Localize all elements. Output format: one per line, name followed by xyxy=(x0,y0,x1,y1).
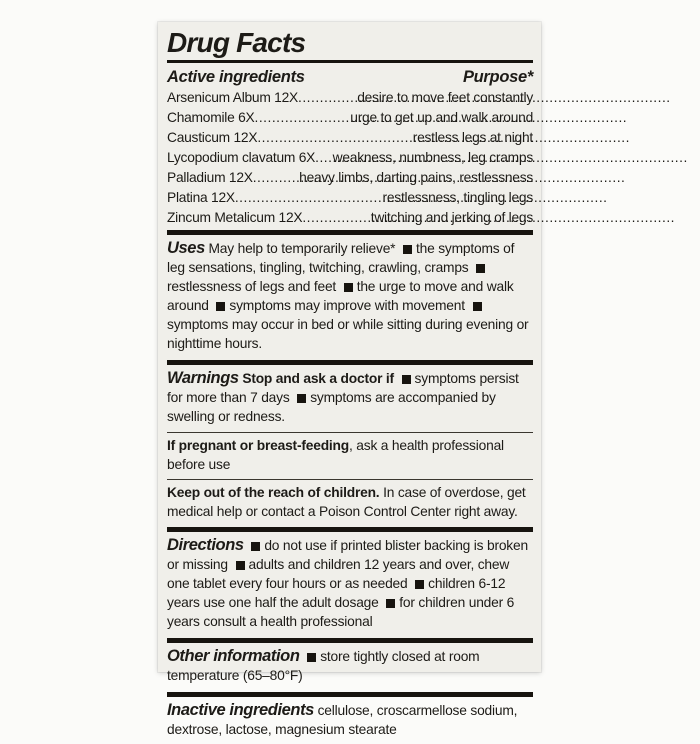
ingredient-row xyxy=(167,188,533,208)
directions-item: do not use if printed blister backing is broken or missing xyxy=(167,538,528,572)
ingredient-purpose: desire to move feet constantly xyxy=(357,90,533,105)
bullet-square-icon xyxy=(297,394,306,403)
pregnancy-lead: If pregnant or breast-feeding xyxy=(167,438,350,453)
uses-heading: Uses xyxy=(167,239,205,257)
dot-leader xyxy=(235,188,383,208)
dot-leader xyxy=(298,88,357,108)
ingredient-row xyxy=(167,148,533,168)
bullet-square-icon xyxy=(251,542,260,551)
directions-item: children 6-12 years use one half the adult dosage xyxy=(167,576,506,610)
inactive-ingredients-heading: Inactive ingredients xyxy=(167,701,314,719)
uses-lead: May help to temporarily relieve* xyxy=(208,241,396,256)
uses-item: symptoms may improve with movement xyxy=(229,298,465,313)
ingredient-row xyxy=(167,168,533,188)
ingredient-row xyxy=(167,208,533,228)
dot-leader xyxy=(253,168,299,188)
bullet-square-icon xyxy=(344,283,353,292)
uses-item: restlessness of legs and feet xyxy=(167,279,337,294)
uses-item: symptoms may occur in bed or while sitting during evening or nighttime hours. xyxy=(167,317,529,351)
other-information-section xyxy=(167,643,533,690)
dot-leader xyxy=(257,128,412,148)
purpose-heading: Purpose* xyxy=(462,68,533,86)
active-ingredients-header xyxy=(167,67,533,88)
ingredient-name: Chamomile 6X xyxy=(167,110,255,125)
bullet-square-icon xyxy=(402,375,411,384)
ingredient-name: Zincum Metalicum 12X xyxy=(167,210,303,225)
dot-leader xyxy=(254,108,350,128)
warnings-lead: Stop and ask a doctor if xyxy=(242,371,394,386)
ingredient-purpose: restlessness, tingling legs xyxy=(382,190,533,205)
warnings-item: symptoms persist for more than 7 days xyxy=(167,371,519,405)
ingredient-purpose: twitching and jerking of legs xyxy=(370,210,533,225)
ingredient-purpose: weakness, numbness, leg cramps xyxy=(332,150,533,165)
dot-leader xyxy=(315,148,333,168)
ingredient-name: Palladium 12X xyxy=(167,170,253,185)
active-ingredients-heading: Active ingredients xyxy=(167,68,305,86)
warnings-section xyxy=(167,365,533,431)
ingredient-purpose: urge to get up and walk around xyxy=(350,110,533,125)
ingredient-row xyxy=(167,108,533,128)
keep-out-warning xyxy=(167,480,533,525)
ingredient-name: Platina 12X xyxy=(167,190,235,205)
bullet-square-icon xyxy=(216,302,225,311)
bullet-square-icon xyxy=(403,245,412,254)
active-ingredients-list xyxy=(167,88,533,228)
uses-item: the urge to move and walk around xyxy=(167,279,514,313)
uses-item: the symptoms of leg sensations, tingling, twitching, crawling, cramps xyxy=(167,241,515,275)
warnings-item: symptoms are accompanied by swelling or redness. xyxy=(167,390,496,424)
drug-facts-panel xyxy=(158,22,541,737)
pregnancy-text: , ask a health professional before use xyxy=(167,438,504,472)
bullet-square-icon xyxy=(307,653,316,662)
inactive-ingredients-text: cellulose, croscarmellose sodium, dextrose, lactose, magnesium stearate xyxy=(167,703,518,737)
directions-heading: Directions xyxy=(167,536,244,554)
pregnancy-warning xyxy=(167,433,533,478)
ingredient-row xyxy=(167,88,533,108)
keep-out-lead: Keep out of the reach of children. xyxy=(167,485,380,500)
ingredient-purpose: heavy limbs, darting pains, restlessness xyxy=(299,170,533,185)
directions-item: adults and children 12 years and over, chew one tablet every four hours or as needed xyxy=(167,557,510,591)
inactive-ingredients-section xyxy=(167,697,533,744)
bullet-square-icon xyxy=(236,561,245,570)
uses-section xyxy=(167,235,533,358)
warnings-heading: Warnings xyxy=(167,369,239,387)
drug-facts-title: Drug Facts xyxy=(167,27,306,58)
bullet-square-icon xyxy=(415,580,424,589)
ingredient-name: Causticum 12X xyxy=(167,130,258,145)
ingredient-purpose: restless legs at night xyxy=(412,130,533,145)
other-information-item: store tightly closed at room temperature (65–80°F) xyxy=(167,649,480,683)
other-information-heading: Other information xyxy=(167,647,300,665)
bullet-square-icon xyxy=(473,302,482,311)
title-rule xyxy=(167,60,533,63)
dot-leader xyxy=(302,208,370,228)
directions-item: for children under 6 years consult a health professional xyxy=(167,595,515,629)
ingredient-row xyxy=(167,128,533,148)
keep-out-text: In case of overdose, get medical help or contact a Poison Control Center right away. xyxy=(167,485,526,519)
ingredient-name: Arsenicum Album 12X xyxy=(167,90,298,105)
bullet-square-icon xyxy=(386,599,395,608)
ingredient-name: Lycopodium clavatum 6X xyxy=(167,150,316,165)
directions-section xyxy=(167,532,533,636)
bullet-square-icon xyxy=(476,264,485,273)
